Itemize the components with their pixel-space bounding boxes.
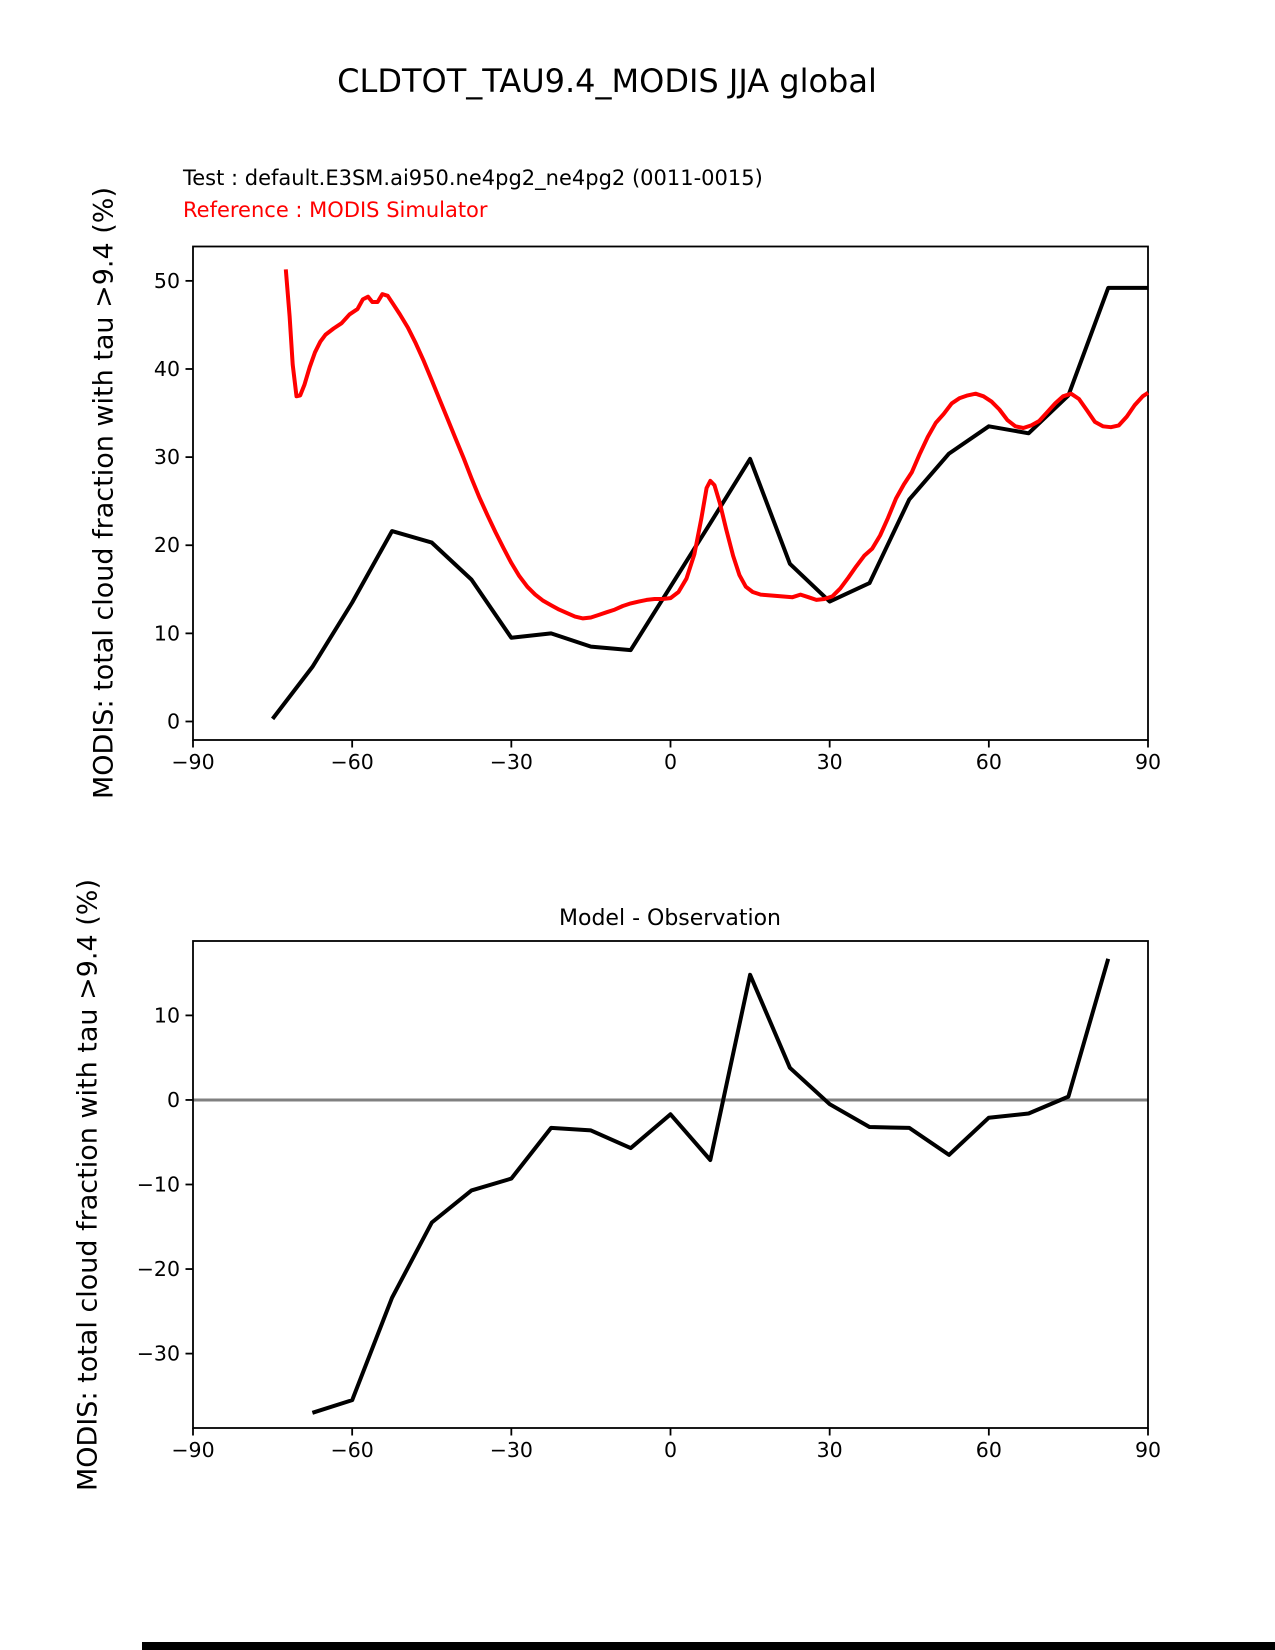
y-tick-label: 20 [153, 533, 180, 558]
x-tick-label: −60 [330, 750, 374, 774]
test-series-line [273, 288, 1148, 719]
reference-label: Reference : MODIS Simulator [183, 198, 488, 222]
x-tick-label: 0 [663, 1438, 678, 1462]
y-tick-label: 30 [153, 445, 180, 470]
x-tick-label: −90 [171, 1438, 215, 1462]
diff-chart [137, 941, 1161, 1462]
y-tick-label: 40 [153, 356, 180, 381]
diff-chart-title: Model - Observation [559, 906, 781, 931]
test-label: Test : default.E3SM.ai950.ne4pg2_ne4pg2 (0011-0015) [183, 166, 763, 190]
x-tick-label: −30 [489, 750, 533, 774]
y-tick-label: −20 [136, 1257, 180, 1282]
x-tick-label: −60 [330, 1438, 374, 1462]
y-tick-label: 0 [166, 709, 180, 734]
x-tick-label: −90 [171, 750, 215, 774]
figure-title: CLDTOT_TAU9.4_MODIS JJA global [337, 62, 877, 100]
main-chart-ylabel: MODIS: total cloud fraction with tau >9.4 (%) [88, 187, 120, 799]
y-tick-label: 50 [153, 268, 180, 293]
y-tick-label: 0 [166, 1087, 180, 1112]
x-tick-label: 60 [975, 750, 1002, 774]
x-tick-label: 0 [663, 750, 678, 774]
diff-chart-ylabel: MODIS: total cloud fraction with tau >9.4 (%) [72, 879, 104, 1491]
x-tick-label: 30 [816, 1438, 843, 1462]
y-tick-label: −10 [136, 1172, 180, 1197]
bottom-crop-bar [142, 1642, 1275, 1650]
x-tick-label: 90 [1134, 750, 1162, 774]
x-tick-label: 60 [975, 1438, 1002, 1462]
x-tick-label: 30 [816, 750, 843, 774]
y-tick-label: −30 [136, 1341, 180, 1366]
axes-frame [193, 247, 1148, 741]
main-chart [154, 247, 1161, 775]
model-observation-series-line [312, 959, 1108, 1413]
y-tick-label: 10 [153, 621, 180, 646]
y-tick-label: 10 [153, 1003, 180, 1028]
reference-series-line [286, 269, 1148, 618]
x-tick-label: 90 [1134, 1438, 1162, 1462]
axes-frame [193, 941, 1148, 1428]
x-tick-label: −30 [489, 1438, 533, 1462]
